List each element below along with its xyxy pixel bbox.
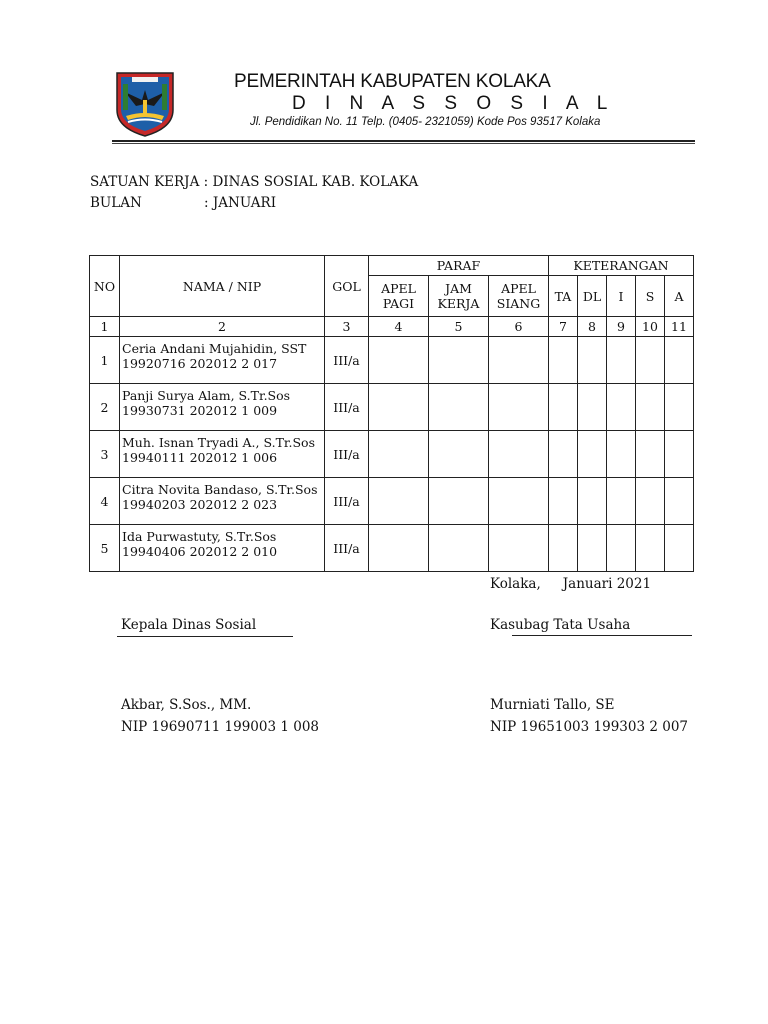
paraf-cell <box>369 431 429 478</box>
paraf-cell <box>429 478 489 525</box>
keterangan-cell <box>636 337 665 384</box>
header-title: PEMERINTAH KABUPATEN KOLAKA <box>234 71 551 92</box>
keterangan-cell <box>665 431 694 478</box>
keterangan-cell <box>578 431 607 478</box>
keterangan-cell <box>665 478 694 525</box>
date: Januari 2021 <box>562 576 652 592</box>
row-no: 5 <box>90 525 120 572</box>
keterangan-cell <box>607 384 636 431</box>
left-signer-nip: NIP 19690711 199003 1 008 <box>121 719 319 735</box>
keterangan-cell <box>665 525 694 572</box>
keterangan-cell <box>578 384 607 431</box>
row-name: Ida Purwastuty, S.Tr.Sos <box>122 529 277 544</box>
header-a: A <box>665 276 694 317</box>
keterangan-cell <box>607 431 636 478</box>
column-number-row <box>90 317 694 337</box>
row-nip: 19940203 202012 2 023 <box>122 497 278 512</box>
row-nip: 19930731 202012 1 009 <box>122 403 278 418</box>
bulan <box>90 195 276 211</box>
column-number: 6 <box>489 317 549 337</box>
paraf-cell <box>429 384 489 431</box>
row-name: Citra Novita Bandaso, S.Tr.Sos <box>122 482 318 497</box>
bulan-value: : JANUARI <box>204 195 277 211</box>
header-keterangan: KETERANGAN <box>549 256 694 276</box>
header-nama: NAMA / NIP <box>120 256 325 317</box>
header-address: Jl. Pendidikan No. 11 Telp. (0405- 2321059) Kode Pos 93517 Kolaka <box>250 116 601 128</box>
column-number: 7 <box>549 317 578 337</box>
left-signature-line <box>117 636 293 637</box>
column-number: 4 <box>369 317 429 337</box>
row-gol: III/a <box>325 478 369 525</box>
header-rule-thin <box>112 143 695 144</box>
paraf-cell <box>429 525 489 572</box>
row-gol: III/a <box>325 525 369 572</box>
header-dl: DL <box>578 276 607 317</box>
header-ta: TA <box>549 276 578 317</box>
row-gol: III/a <box>325 384 369 431</box>
header-rule-thick <box>112 140 695 142</box>
row-name-nip <box>120 525 325 572</box>
row-name: Muh. Isnan Tryadi A., S.Tr.Sos <box>122 435 315 450</box>
keterangan-cell <box>665 337 694 384</box>
keterangan-cell <box>549 337 578 384</box>
keterangan-cell <box>549 525 578 572</box>
header-subtitle: D I N A S S O S I A L <box>292 93 615 114</box>
paraf-cell <box>369 384 429 431</box>
row-name-nip <box>120 478 325 525</box>
keterangan-cell <box>549 384 578 431</box>
right-signer-nip: NIP 19651003 199303 2 007 <box>490 719 688 735</box>
place: Kolaka, <box>490 576 541 592</box>
regency-crest-icon <box>114 70 176 138</box>
keterangan-cell <box>578 478 607 525</box>
row-name-nip <box>120 384 325 431</box>
satuan-kerja: SATUAN KERJA : DINAS SOSIAL KAB. KOLAKA <box>90 174 419 190</box>
keterangan-cell <box>636 478 665 525</box>
row-gol: III/a <box>325 337 369 384</box>
paraf-cell <box>369 525 429 572</box>
keterangan-cell <box>549 431 578 478</box>
left-signer-name: Akbar, S.Sos., MM. <box>121 697 252 713</box>
table-row <box>90 384 694 431</box>
column-number: 9 <box>607 317 636 337</box>
paraf-cell <box>429 337 489 384</box>
column-number: 5 <box>429 317 489 337</box>
bulan-label: BULAN <box>90 195 142 211</box>
header-apel-pagi: APEL PAGI <box>369 276 429 317</box>
header-row-1 <box>90 256 694 276</box>
header-jam-kerja: JAM KERJA <box>429 276 489 317</box>
column-number: 11 <box>665 317 694 337</box>
place-date <box>490 576 651 592</box>
column-number: 1 <box>90 317 120 337</box>
table-row <box>90 478 694 525</box>
header-gol: GOL <box>325 256 369 317</box>
header-i: I <box>607 276 636 317</box>
keterangan-cell <box>607 478 636 525</box>
paraf-cell <box>369 337 429 384</box>
attendance-table <box>89 255 694 572</box>
column-number: 2 <box>120 317 325 337</box>
keterangan-cell <box>665 384 694 431</box>
row-no: 2 <box>90 384 120 431</box>
header-s: S <box>636 276 665 317</box>
paraf-cell <box>369 478 429 525</box>
column-number: 8 <box>578 317 607 337</box>
left-signer-title: Kepala Dinas Sosial <box>121 617 257 633</box>
paraf-cell <box>489 384 549 431</box>
right-signature-line <box>512 635 692 636</box>
row-no: 4 <box>90 478 120 525</box>
row-no: 1 <box>90 337 120 384</box>
row-name-nip <box>120 431 325 478</box>
keterangan-cell <box>607 525 636 572</box>
keterangan-cell <box>636 525 665 572</box>
row-nip: 19940111 202012 1 006 <box>122 450 278 465</box>
table-row <box>90 525 694 572</box>
paraf-cell <box>429 431 489 478</box>
keterangan-cell <box>549 478 578 525</box>
column-number: 3 <box>325 317 369 337</box>
right-signer-name: Murniati Tallo, SE <box>490 697 615 713</box>
row-nip: 19940406 202012 2 010 <box>122 544 278 559</box>
row-name: Panji Surya Alam, S.Tr.Sos <box>122 388 291 403</box>
row-no: 3 <box>90 431 120 478</box>
header-apel-siang: APEL SIANG <box>489 276 549 317</box>
table-row <box>90 337 694 384</box>
row-name: Ceria Andani Mujahidin, SST <box>122 341 307 356</box>
keterangan-cell <box>578 525 607 572</box>
paraf-cell <box>489 478 549 525</box>
paraf-cell <box>489 431 549 478</box>
keterangan-cell <box>607 337 636 384</box>
header-no: NO <box>90 256 120 317</box>
right-signer-title: Kasubag Tata Usaha <box>490 617 631 633</box>
header-paraf: PARAF <box>369 256 549 276</box>
row-nip: 19920716 202012 2 017 <box>122 356 278 371</box>
column-number: 10 <box>636 317 665 337</box>
row-gol: III/a <box>325 431 369 478</box>
table-row <box>90 431 694 478</box>
keterangan-cell <box>636 384 665 431</box>
paraf-cell <box>489 525 549 572</box>
row-name-nip <box>120 337 325 384</box>
paraf-cell <box>489 337 549 384</box>
keterangan-cell <box>578 337 607 384</box>
keterangan-cell <box>636 431 665 478</box>
